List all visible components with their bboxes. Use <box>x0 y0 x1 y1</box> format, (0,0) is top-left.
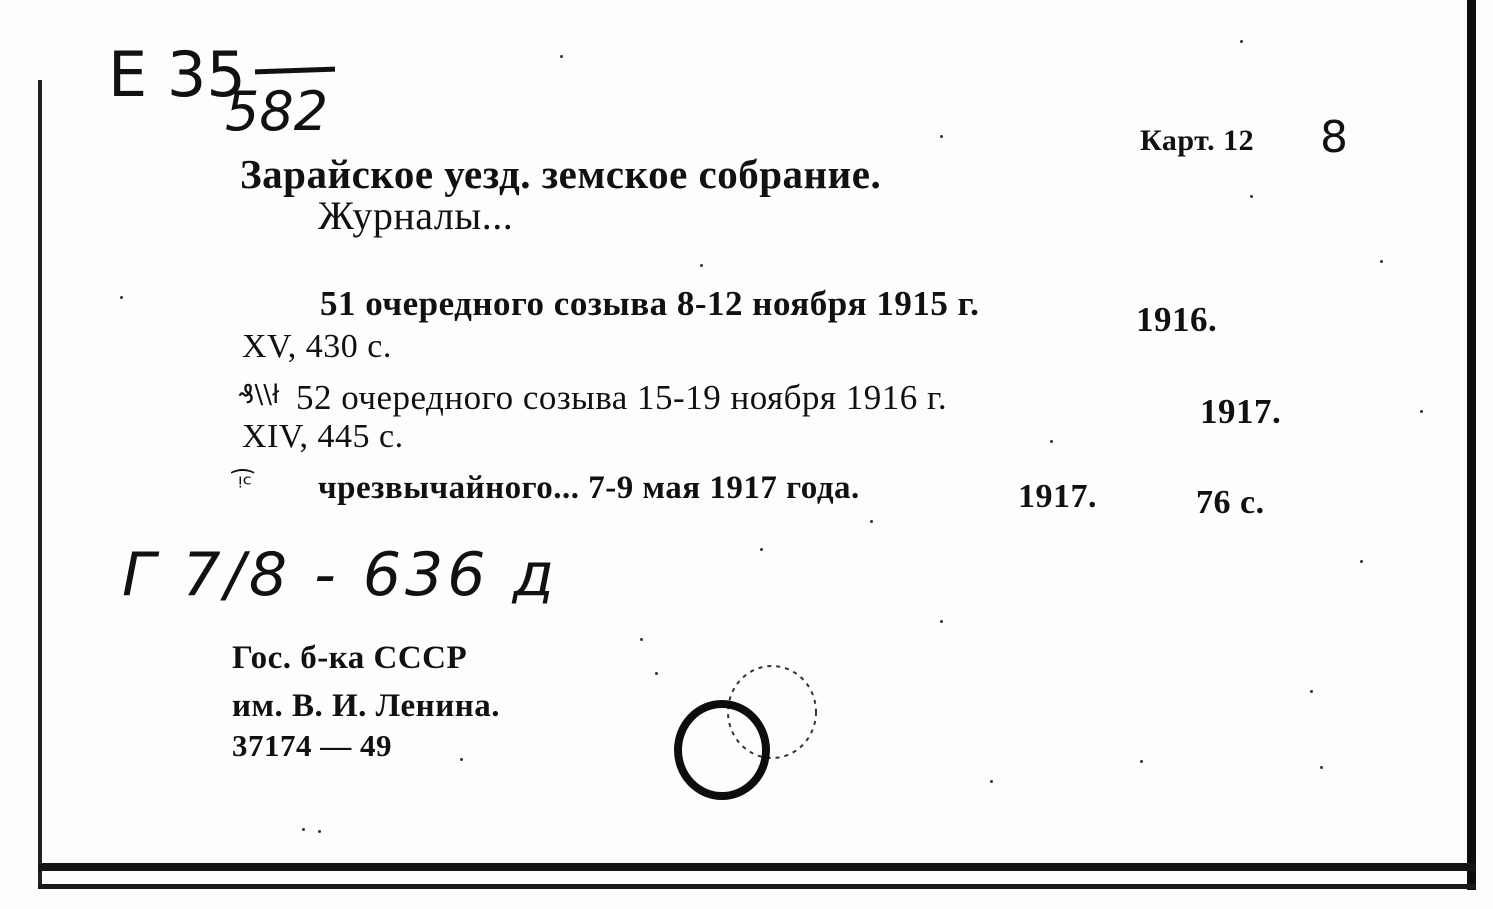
handwritten-call-number: Г 7/8 - 636 д <box>122 540 558 610</box>
scan-speck <box>990 780 993 783</box>
entry-1-text: 51 очередного созыва 8-12 ноября 1915 г. <box>320 284 980 323</box>
scan-speck <box>1310 690 1313 693</box>
library-stamp-line2: им. В. И. Ленина. <box>232 688 500 724</box>
scan-speck <box>1320 766 1323 769</box>
entry-3-extent: 76 с. <box>1196 484 1265 521</box>
scan-speck <box>560 55 563 58</box>
shelfmark-letters: Е 35 <box>108 38 246 111</box>
entry-2-text: 52 очередного созыва 15-19 ноября 1916 г. <box>296 378 948 417</box>
card-number-label: Карт. 12 <box>1140 124 1255 157</box>
punch-hole-icon <box>660 660 840 820</box>
card-title-line1: Зарайское уезд. земское собрание. <box>240 151 882 197</box>
entry-3-prefix-mark: ᵎ͡ᶜ <box>238 470 253 500</box>
scan-speck <box>760 548 763 551</box>
scan-speck <box>1380 260 1383 263</box>
scan-speck <box>120 296 123 299</box>
card-border-left <box>38 80 42 885</box>
card-border-right <box>1467 0 1476 890</box>
scan-speck <box>302 828 305 831</box>
scan-speck <box>318 830 321 833</box>
entry-1-year: 1916. <box>1136 300 1218 339</box>
scan-speck <box>1360 560 1363 563</box>
scan-speck <box>460 758 463 761</box>
card-number-handwritten: 8 <box>1320 112 1348 163</box>
library-stamp-line1: Гос. б-ка СССР <box>232 640 468 676</box>
library-stamp-line3: 37174 — 49 <box>232 728 392 763</box>
scan-speck <box>1050 440 1053 443</box>
scan-speck <box>1140 760 1143 763</box>
scan-speck <box>640 638 643 641</box>
card-title-line2: Журналы... <box>318 193 514 238</box>
entry-2-year: 1917. <box>1200 392 1282 431</box>
entry-3-year: 1917. <box>1018 478 1097 515</box>
scan-speck <box>870 520 873 523</box>
entry-2-extent: XIV, 445 с. <box>242 418 404 455</box>
scan-speck <box>700 264 703 267</box>
scan-speck <box>1240 40 1243 43</box>
entry-1-extent: XV, 430 с. <box>242 328 392 365</box>
card-border-bottom-inner <box>38 884 1476 889</box>
entry-2-prefix-mark: ₰\\ł <box>238 380 280 410</box>
entry-3-text: чрезвычайного... 7-9 мая 1917 года. <box>318 470 860 506</box>
scan-speck <box>940 135 943 138</box>
scan-speck <box>1420 410 1423 413</box>
scan-speck <box>655 672 658 675</box>
scan-speck <box>940 620 943 623</box>
scan-speck <box>1250 195 1253 198</box>
shelfmark-rule <box>255 67 335 75</box>
shelfmark-number: 582 <box>225 80 329 143</box>
card-border-bottom <box>38 863 1476 871</box>
